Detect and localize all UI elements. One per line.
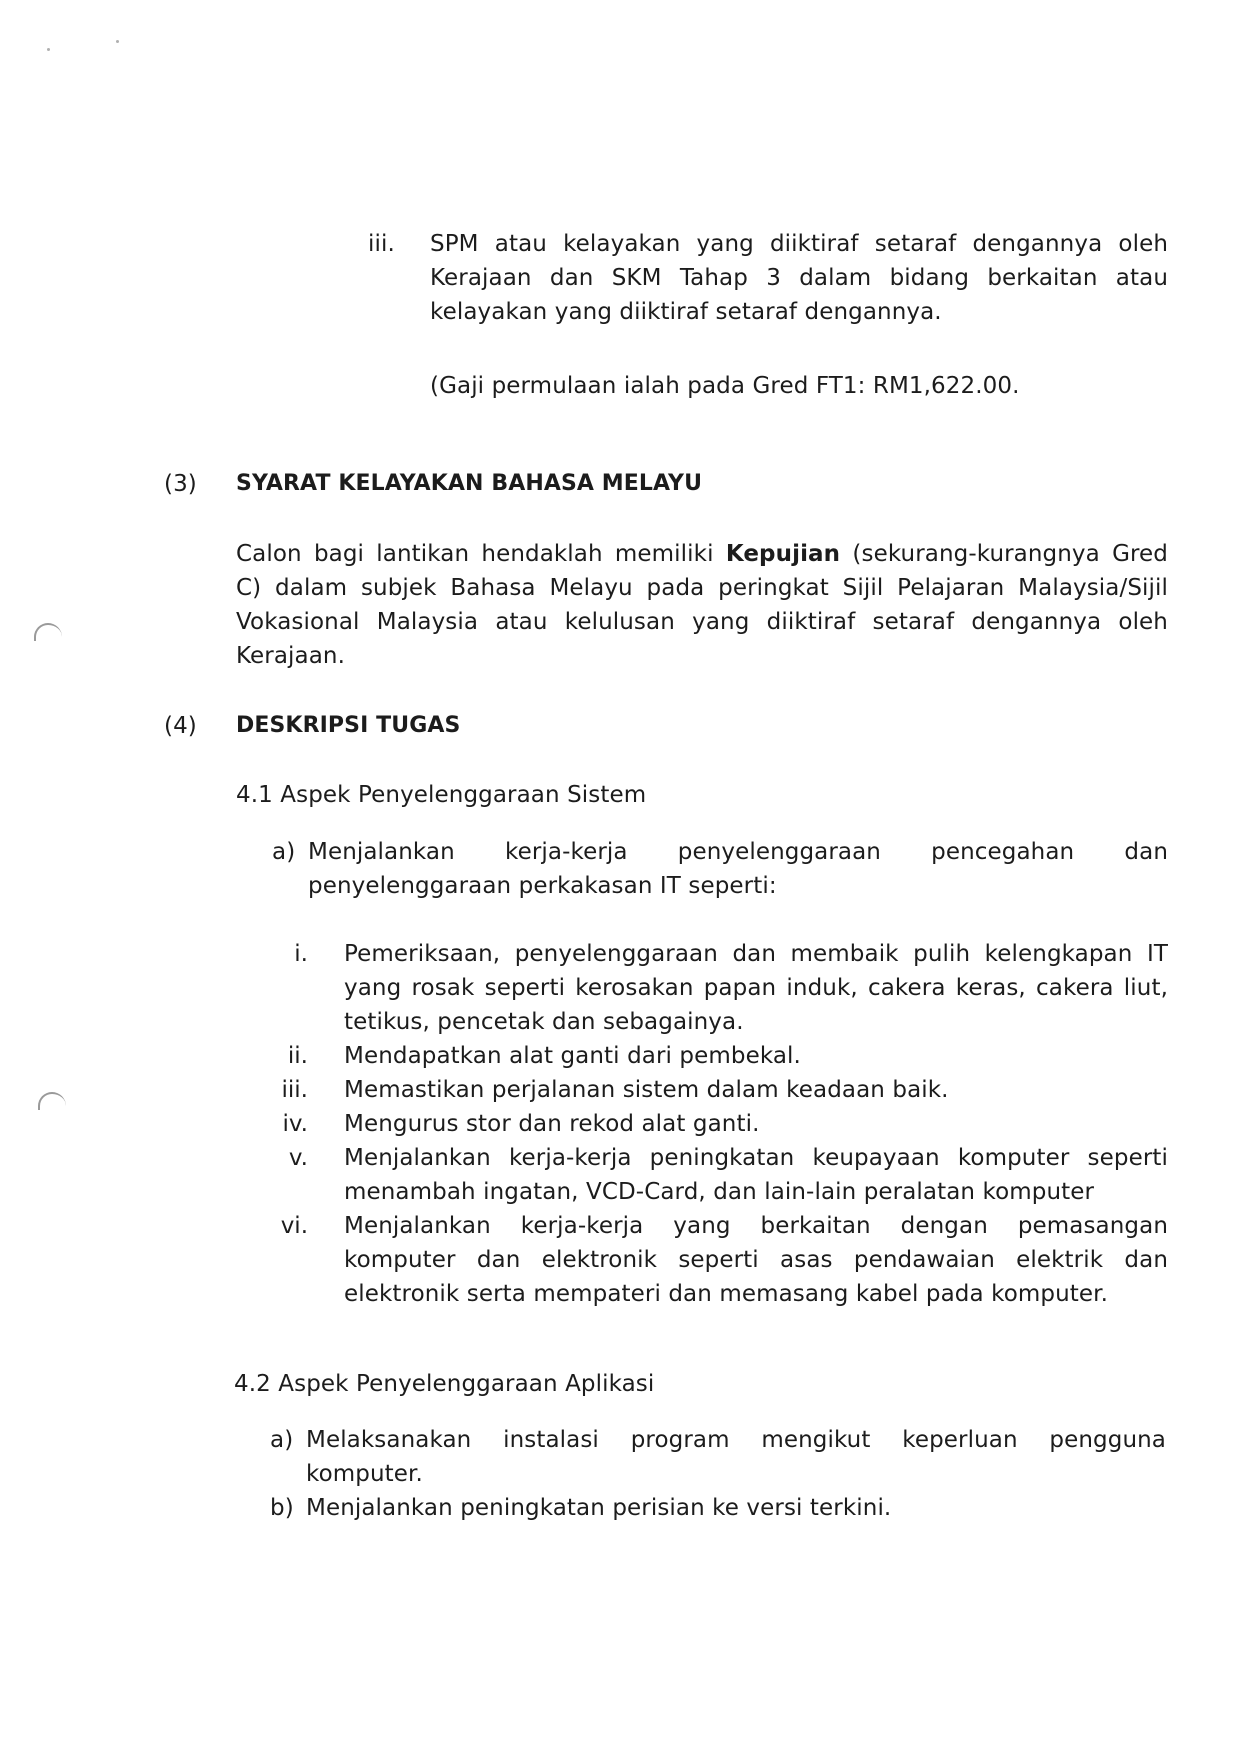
kepujian-bold: Kepujian [725,541,841,567]
sub-item-vi-line-2: komputer dan elektronik seperti asas pendawaian elektrik dan [344,1247,1168,1273]
item-4-2-b-marker: b) [270,1495,294,1521]
scan-speck [47,48,50,51]
sub-item-i-line-1: Pemeriksaan, penyelenggaraan dan membaik pulih kelengkapan IT [344,941,1168,967]
scan-speck [116,40,119,43]
section-3-line-1-text-end: (sekurang-kurangnya Gred [840,541,1169,567]
section-4-title: DESKRIPSI TUGAS [236,713,461,738]
item-iii-line-1: SPM atau kelayakan yang diiktiraf setaraf dengannya oleh [430,231,1168,257]
item-iii-line-3: kelayakan yang diiktiraf setaraf dengannya. [430,299,942,325]
section-3-line-3: Vokasional Malaysia atau kelulusan yang diiktiraf setaraf dengannya oleh [236,609,1168,635]
subsection-4-2-heading: 4.2 Aspek Penyelenggaraan Aplikasi [234,1371,655,1397]
sub-item-v-line-1: Menjalankan kerja-kerja peningkatan keupayaan komputer seperti [344,1145,1168,1171]
sub-item-ii-marker: ii. [287,1043,308,1069]
item-4-2-a-line-1: Melaksanakan instalasi program mengikut keperluan pengguna [306,1427,1166,1453]
salary-note: (Gaji permulaan ialah pada Gred FT1: RM1,622.00. [430,373,1020,399]
section-3-title: SYARAT KELAYAKAN BAHASA MELAYU [236,471,703,496]
item-4-1-a-marker: a) [272,839,296,865]
section-3-line-2: C) dalam subjek Bahasa Melayu pada peringkat Sijil Pelajaran Malaysia/Sijil [236,575,1168,601]
sub-item-i-marker: i. [294,941,308,967]
item-4-1-a-line-2: penyelenggaraan perkakasan IT seperti: [308,873,777,899]
sub-item-iv-marker: iv. [282,1111,308,1137]
section-3-line-1 [236,537,1168,571]
sub-item-iii-marker: iii. [281,1077,308,1103]
item-iii-line-2: Kerajaan dan SKM Tahap 3 dalam bidang berkaitan atau [430,265,1168,291]
item-4-2-a-line-2: komputer. [306,1461,423,1487]
punch-hole-mark [38,1092,66,1110]
sub-item-vi-marker: vi. [280,1213,308,1239]
subsection-4-1-heading: 4.1 Aspek Penyelenggaraan Sistem [236,782,647,808]
section-3-line-1-text: Calon bagi lantikan hendaklah memiliki [236,541,726,567]
item-4-2-a-marker: a) [270,1427,294,1453]
item-4-2-b-line-1: Menjalankan peningkatan perisian ke versi terkini. [306,1495,892,1521]
sub-item-v-marker: v. [288,1145,308,1171]
sub-item-vi-line-1: Menjalankan kerja-kerja yang berkaitan dengan pemasangan [344,1213,1168,1239]
punch-hole-mark [34,623,62,641]
sub-item-ii-line-1: Mendapatkan alat ganti dari pembekal. [344,1043,801,1069]
section-4-number: (4) [164,713,197,739]
item-iii-marker: iii. [368,231,395,257]
sub-item-i-line-2: yang rosak seperti kerosakan papan induk, cakera keras, cakera liut, [344,975,1168,1001]
item-4-1-a-line-1: Menjalankan kerja-kerja penyelenggaraan pencegahan dan [308,839,1168,865]
sub-item-vi-line-3: elektronik serta mempateri dan memasang kabel pada komputer. [344,1281,1108,1307]
section-3-number: (3) [164,471,197,497]
sub-item-v-line-2: menambah ingatan, VCD-Card, dan lain-lain peralatan komputer [344,1179,1095,1205]
sub-item-iii-line-1: Memastikan perjalanan sistem dalam keadaan baik. [344,1077,949,1103]
section-3-line-4: Kerajaan. [236,643,346,669]
sub-item-iv-line-1: Mengurus stor dan rekod alat ganti. [344,1111,760,1137]
sub-item-i-line-3: tetikus, pencetak dan sebagainya. [344,1009,744,1035]
